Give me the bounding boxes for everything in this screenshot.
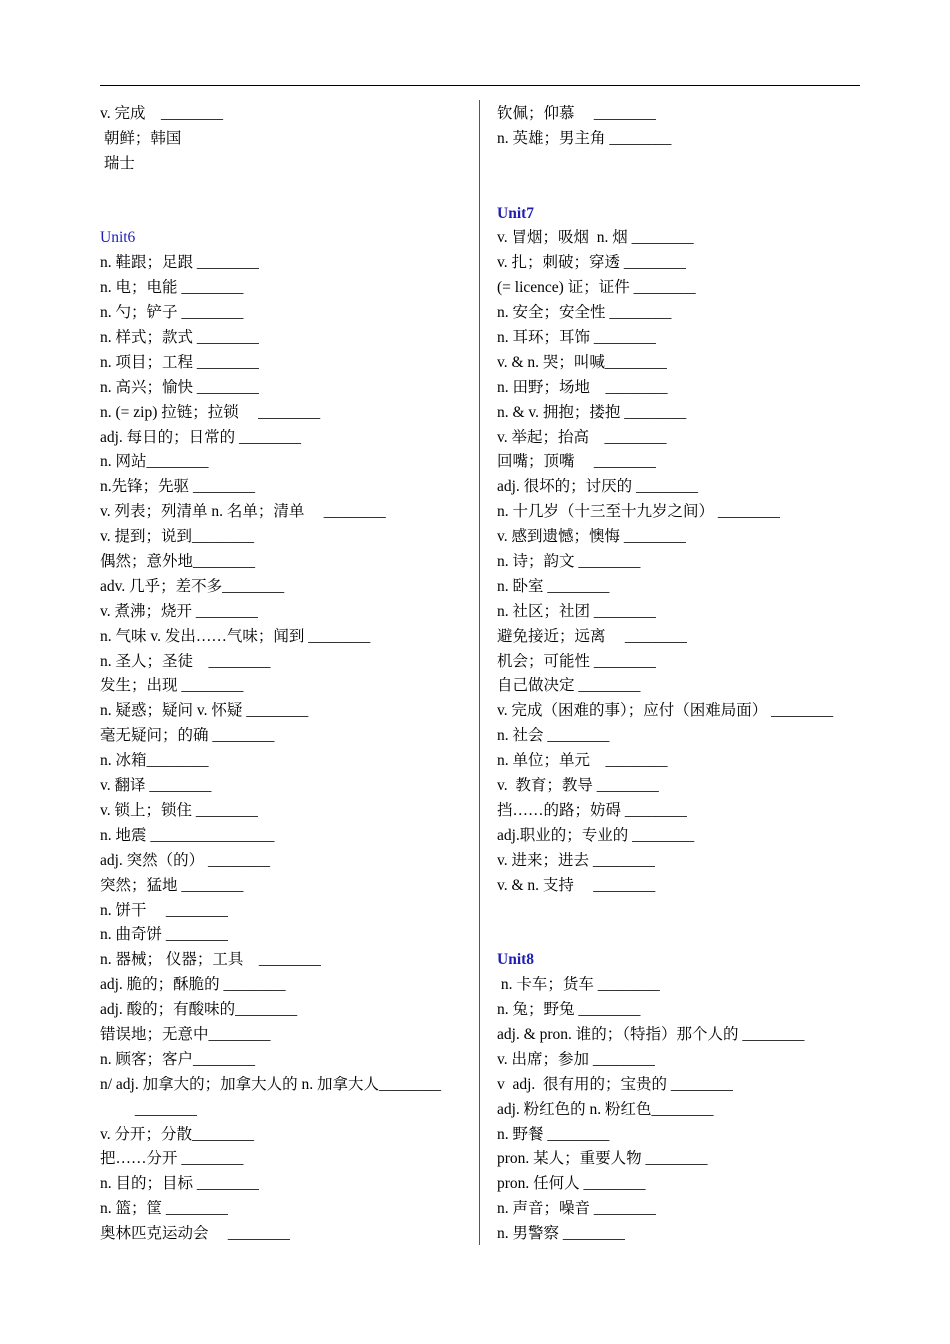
vocab-entry: n. 网站________: [100, 453, 209, 471]
vocab-entry: n. 野餐 ________: [497, 1125, 610, 1143]
vocab-entry: 发生；出现 ________: [100, 677, 244, 695]
spacer: [100, 202, 470, 227]
unit-heading: Unit8: [497, 951, 535, 969]
spacer: [497, 177, 862, 202]
vocab-entry: v. 扎；刺破；穿透 ________: [497, 254, 686, 272]
vocab-entry: n. 卡车；货车 ________: [497, 976, 660, 994]
vocab-entry: v. 感到遗憾；懊悔 ________: [497, 528, 686, 546]
vocab-entry: n. 单位；单元 ________: [497, 752, 668, 770]
vocab-entry: v. 列表；列清单 n. 名单；清单 ________: [100, 503, 386, 521]
vocab-entry: ________: [100, 1100, 197, 1118]
vocab-entry: n. 圣人；圣徒 ________: [100, 652, 271, 670]
vocab-entry: v. 出席；参加 ________: [497, 1050, 655, 1068]
vocab-entry: v. 教育；教导 ________: [497, 777, 659, 795]
vocab-entry: n. 地震 ________________: [100, 826, 275, 844]
vocab-entry: 自己做决定 ________: [497, 677, 641, 695]
header-rule: [100, 85, 860, 86]
vocab-entry: n. 器械； 仪器；工具 ________: [100, 951, 321, 969]
vocab-entry: adj. 酸的；有酸味的________: [100, 1001, 298, 1019]
vocab-entry: n. 耳环；耳饰 ________: [497, 329, 656, 347]
vocab-entry: n. 顾客；客户________: [100, 1050, 256, 1068]
vocab-entry: adj. 脆的；酥脆的 ________: [100, 976, 286, 994]
vocab-entry: adj. 突然（的） ________: [100, 851, 271, 869]
vocab-entry: n. 田野；场地 ________: [497, 378, 668, 396]
vocab-entry: v. 完成 ________: [100, 105, 223, 122]
vocab-entry: v. 进来；进去 ________: [497, 851, 655, 869]
vocab-entry: v. & n. 哭；叫喊________: [497, 353, 667, 371]
vocab-entry: 回嘴；顶嘴 ________: [497, 453, 656, 471]
vocab-entry: v. 煮沸；烧开 ________: [100, 602, 258, 620]
spacer: [497, 899, 862, 924]
vocab-entry: n. 高兴；愉快 ________: [100, 378, 259, 396]
column-divider: [479, 100, 480, 1245]
vocab-entry: n. 社会 ________: [497, 727, 610, 745]
vocab-entry: v. & n. 支持 ________: [497, 876, 656, 894]
vocab-entry: n. 样式；款式 ________: [100, 329, 259, 347]
vocab-entry: n. 社区；社团 ________: [497, 602, 656, 620]
vocab-entry: 朝鲜；韩国: [100, 129, 182, 147]
vocab-entry: n. (= zip) 拉链；拉锁 ________: [100, 403, 321, 421]
vocab-entry: v. 分开；分散________: [100, 1125, 254, 1143]
spacer: [497, 152, 862, 177]
vocab-entry: n. 男警察 ________: [497, 1225, 625, 1243]
vocab-entry: n. 冰箱________: [100, 752, 209, 770]
vocab-entry: n.先锋；先驱 ________: [100, 478, 256, 496]
vocab-entry: 机会；可能性 ________: [497, 652, 656, 670]
vocab-entry: n. 目的；目标 ________: [100, 1175, 259, 1193]
vocab-entry: adv. 几乎；差不多________: [100, 577, 285, 595]
vocab-entry: adj. 粉红色的 n. 粉红色________: [497, 1100, 714, 1118]
unit-heading: Unit6: [100, 229, 136, 247]
vocab-entry: v. 翻译 ________: [100, 777, 212, 795]
vocab-entry: adj. & pron. 谁的；（特指）那个人的 ________: [497, 1025, 805, 1043]
left-column: [100, 102, 470, 1247]
unit-heading: Unit7: [497, 204, 535, 222]
vocab-entry: pron. 任何人 ________: [497, 1175, 646, 1193]
vocab-entry: n. 鞋跟；足跟 ________: [100, 254, 259, 272]
vocab-entry: 毫无疑问；的确 ________: [100, 727, 275, 745]
vocab-entry: adj. 很坏的；讨厌的 ________: [497, 478, 699, 496]
vocab-entry: v. 提到；说到________: [100, 528, 254, 546]
vocab-entry: adj.职业的；专业的 ________: [497, 826, 695, 844]
vocab-entry: 挡……的路；妨碍 ________: [497, 801, 687, 819]
vocab-entry: v. 举起；抬高 ________: [497, 428, 667, 446]
vocab-entry: v. 完成（困难的事）；应付（困难局面） ________: [497, 702, 834, 720]
spacer: [100, 177, 470, 202]
vocab-entry: 把……分开 ________: [100, 1150, 244, 1168]
vocab-entry: n. 电；电能 ________: [100, 279, 244, 297]
vocab-entry: v adj. 很有用的；宝贵的 ________: [497, 1075, 733, 1093]
vocab-entry: n. 勺；铲子 ________: [100, 304, 244, 322]
vocab-entry: n. 兔；野兔 ________: [497, 1001, 641, 1019]
vocab-entry: n. 英雄；男主角 ________: [497, 129, 672, 147]
vocab-entry: n/ adj. 加拿大的；加拿大人的 n. 加拿大人________: [100, 1075, 441, 1093]
vocab-entry: n. 饼干 ________: [100, 901, 228, 919]
vocab-entry: pron. 某人；重要人物 ________: [497, 1150, 708, 1168]
right-column: [497, 102, 862, 1247]
vocab-entry: n. 安全；安全性 ________: [497, 304, 672, 322]
vocab-entry: 瑞士: [100, 154, 135, 172]
vocab-entry: 奥林匹克运动会 ________: [100, 1225, 290, 1243]
vocab-entry: adj. 每日的；日常的 ________: [100, 428, 302, 446]
vocab-entry: 突然；猛地 ________: [100, 876, 244, 894]
vocab-entry: n. & v. 拥抱；搂抱 ________: [497, 403, 687, 421]
vocab-entry: 偶然；意外地________: [100, 553, 256, 571]
vocab-entry: n. 诗；韵文 ________: [497, 553, 641, 571]
vocab-entry: 钦佩；仰慕 ________: [497, 105, 656, 122]
vocab-entry: n. 项目；工程 ________: [100, 353, 259, 371]
spacer: [497, 923, 862, 948]
vocab-entry: (= licence) 证；证件 ________: [497, 279, 696, 297]
vocab-entry: v. 冒烟；吸烟 n. 烟 ________: [497, 229, 694, 247]
vocab-entry: 错误地；无意中________: [100, 1025, 271, 1043]
vocab-entry: 避免接近；远离 ________: [497, 627, 687, 645]
vocab-entry: n. 疑惑；疑问 v. 怀疑 ________: [100, 702, 309, 720]
vocab-entry: n. 十几岁（十三至十九岁之间） ________: [497, 503, 780, 521]
vocab-entry: v. 锁上；锁住 ________: [100, 801, 258, 819]
vocab-entry: n. 曲奇饼 ________: [100, 926, 228, 944]
vocab-entry: n. 声音；噪音 ________: [497, 1200, 656, 1218]
vocab-entry: n. 篮；筐 ________: [100, 1200, 228, 1218]
vocab-entry: n. 卧室 ________: [497, 577, 610, 595]
vocab-entry: n. 气味 v. 发出……气味；闻到 ________: [100, 627, 371, 645]
